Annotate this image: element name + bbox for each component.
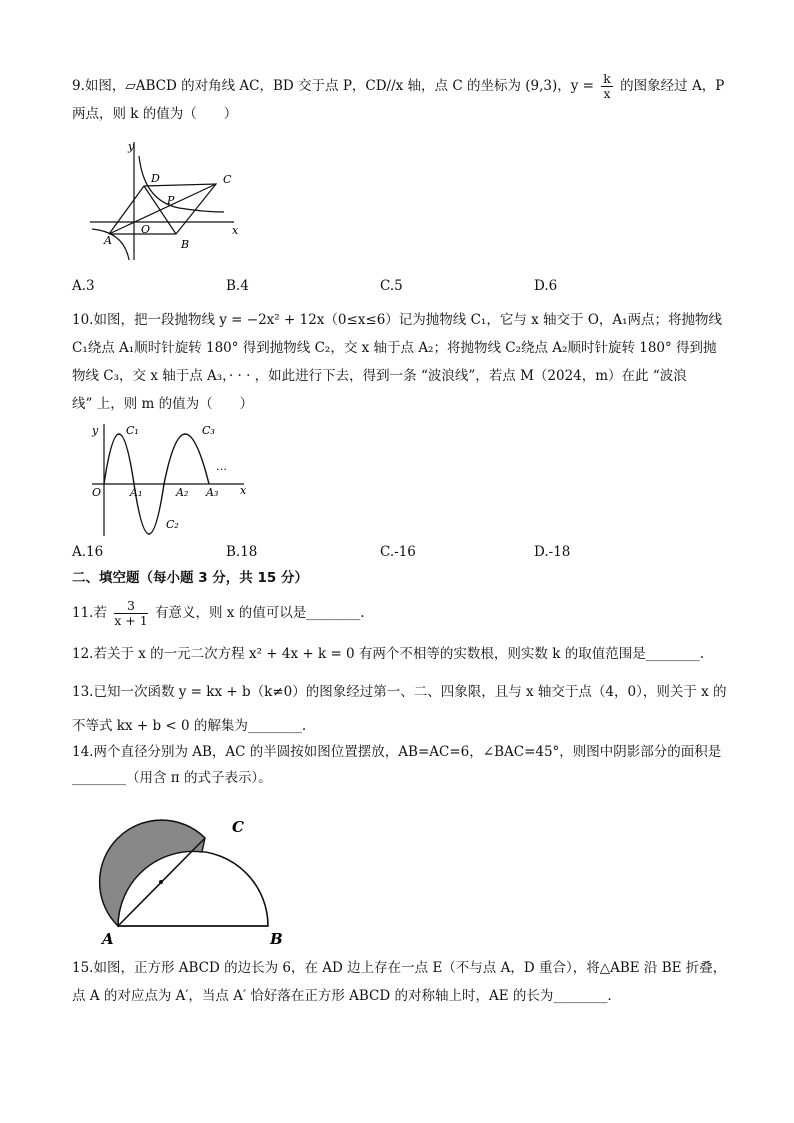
q9-label-D: D [151, 172, 160, 185]
q10-label-A3: A₃ [206, 486, 219, 499]
q10-label-C3: C₃ [202, 424, 215, 437]
q10-option-c: C.-16 [380, 544, 416, 560]
q10-label-A1: A₁ [130, 486, 143, 499]
q9-label-A: A [104, 234, 112, 247]
q11-line [72, 598, 365, 628]
q9-text-a: 9.如图，▱ABCD 的对角线 AC，BD 交于点 P，CD//x 轴，点 C 的坐标为 (9,3)，y = [72, 78, 594, 94]
q9-label-O: O [141, 223, 151, 236]
q10-option-d: D.-18 [534, 544, 571, 560]
q9-frac-den: x [603, 86, 611, 101]
q14-label-B: B [270, 930, 283, 948]
q10-label-x: x [240, 484, 247, 497]
q9-frac-num: k [603, 71, 611, 86]
q13-line2: 不等式 kx + b < 0 的解集为________. [72, 718, 307, 734]
q9-option-a: A.3 [72, 278, 95, 294]
q9-label-x: x [232, 224, 239, 237]
q14-figure [90, 800, 290, 950]
q9-label-B: B [181, 238, 190, 251]
q11-pre: 11.若 [72, 605, 107, 621]
q9-label-P: P [167, 194, 175, 207]
section-heading: 二、填空题（每小题 3 分，共 15 分） [72, 570, 308, 586]
q9-figure [84, 136, 249, 264]
q15-line2: 点 A 的对应点为 A′，当点 A′ 恰好落在正方形 ABCD 的对称轴上时，AE 的长为________. [72, 988, 612, 1004]
q9-option-b: B.4 [226, 278, 249, 294]
q15-line1: 15.如图，正方形 ABCD 的边长为 6，在 AD 边上存在一点 E（不与点 A，D 重合），将△ABE 沿 BE 折叠， [72, 960, 727, 976]
q10-line3: 物线 C₃，交 x 轴于点 A₃，· · · ，如此进行下去，得到一条 “波浪线”，若点 M（2024，m）在此 “波浪 [72, 368, 687, 384]
q9-text-b: 的图象经过 A，P [620, 78, 725, 94]
q9-option-c: C.5 [380, 278, 403, 294]
q10-label-C1: C₁ [126, 424, 139, 437]
q11-fraction [114, 599, 147, 628]
q10-label-y: y [92, 424, 99, 437]
q10-line4: 线” 上，则 m 的值为（ ） [72, 396, 254, 412]
q14-label-A: A [102, 930, 114, 948]
q9-label-y: y [128, 140, 135, 153]
q13-line1: 13.已知一次函数 y = kx + b（k≠0）的图象经过第一、二、四象限，且与 x 轴交于点（4，0），则关于 x 的 [72, 684, 727, 700]
q10-figure [84, 418, 254, 540]
q9-line1 [72, 72, 724, 101]
q10-line2: C₁绕点 A₁顺时针旋转 180° 得到抛物线 C₂，交 x 轴于点 A₂；将抛物线 C₂绕点 A₂顺时针旋转 180° 得到抛 [72, 340, 717, 356]
q10-label-dots: … [216, 460, 227, 473]
q10-option-b: B.18 [226, 544, 258, 560]
q11-frac-den: x + 1 [114, 613, 148, 628]
q14-line2: ________（用含 π 的式子表示）。 [72, 770, 272, 786]
q10-label-C2: C₂ [166, 518, 179, 531]
q11-frac-num: 3 [114, 599, 147, 614]
q11-post: 有意义，则 x 的值可以是________. [155, 605, 365, 621]
q10-line1: 10.如图，把一段抛物线 y = −2x² + 12x（0≤x≤6）记为抛物线 C₁，它与 x 轴交于 O，A₁两点；将抛物线 [72, 312, 723, 328]
q9-fraction [601, 72, 613, 101]
q10-label-A2: A₂ [176, 486, 189, 499]
q10-label-O: O [92, 486, 102, 499]
q9-label-C: C [223, 173, 232, 186]
q14-label-C: C [232, 818, 244, 836]
q9-option-d: D.6 [534, 278, 558, 294]
q14-line1: 14.两个直径分别为 AB，AC 的半圆按如图位置摆放，AB=AC=6，∠BAC=45°，则图中阴影部分的面积是 [72, 744, 722, 760]
q12-line: 12.若关于 x 的一元二次方程 x² + 4x + k = 0 有两个不相等的实数根，则实数 k 的取值范围是________. [72, 646, 704, 662]
q10-option-a: A.16 [72, 544, 104, 560]
q9-line2: 两点，则 k 的值为（ ） [72, 106, 238, 122]
